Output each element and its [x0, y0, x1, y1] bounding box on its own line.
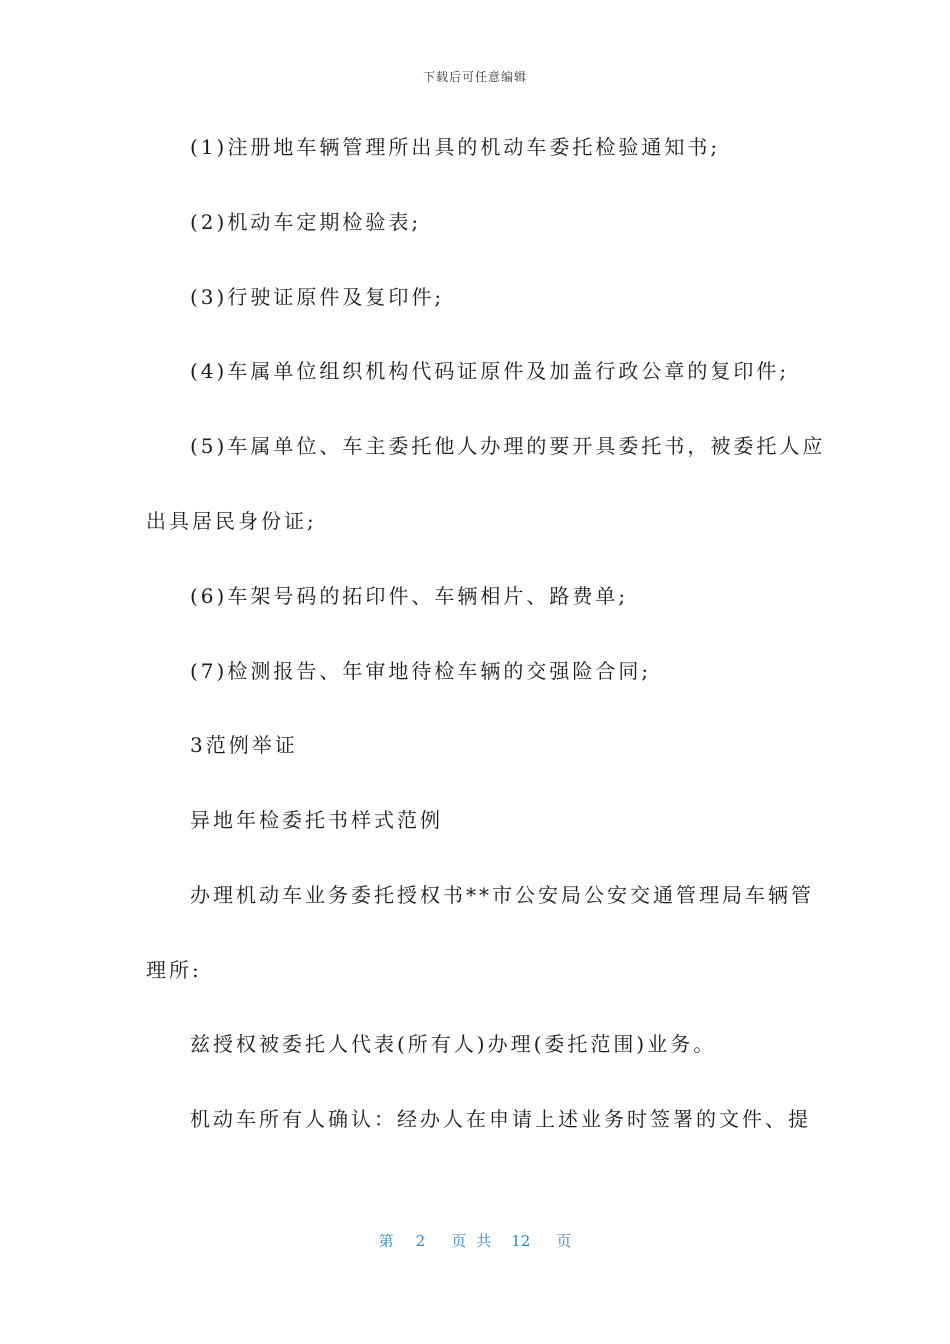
list-item-5-continued: 出具居民身份证;: [146, 509, 317, 533]
page-mid: 页共: [451, 1232, 502, 1250]
sample-title: 异地年检委托书样式范例: [190, 808, 443, 832]
section-heading: 3范例举证: [190, 733, 298, 757]
header-note: 下载后可任意编辑: [422, 70, 527, 84]
paragraph-line: 兹授权被委托人代表(所有人)办理(委托范围)业务。: [190, 1032, 717, 1056]
page-suffix: 页: [556, 1232, 572, 1250]
list-item-3: (3)行驶证原件及复印件;: [190, 285, 445, 309]
list-item-4: (4)车属单位组织机构代码证原件及加盖行政公章的复印件;: [190, 359, 790, 383]
list-item-6: (6)车架号码的拓印件、车辆相片、路费单;: [190, 584, 629, 608]
page-footer: [0, 1230, 950, 1251]
list-item-2: (2)机动车定期检验表;: [190, 210, 422, 234]
paragraph-line-continued: 理所:: [146, 958, 202, 982]
page-number: 2: [415, 1232, 426, 1250]
list-item-7: (7)检测报告、年审地待检车辆的交强险合同;: [190, 659, 652, 683]
paragraph-line: 机动车所有人确认：经办人在申请上述业务时签署的文件、提: [190, 1107, 811, 1131]
page-prefix: 第: [378, 1232, 394, 1250]
page-total: 12: [511, 1232, 531, 1250]
list-item-1: (1)注册地车辆管理所出具的机动车委托检验通知书;: [190, 135, 721, 159]
list-item-5: (5)车属单位、车主委托他人办理的要开具委托书，被委托人应: [190, 434, 826, 458]
paragraph-line: 办理机动车业务委托授权书**市公安局公安交通管理局车辆管: [190, 883, 814, 907]
